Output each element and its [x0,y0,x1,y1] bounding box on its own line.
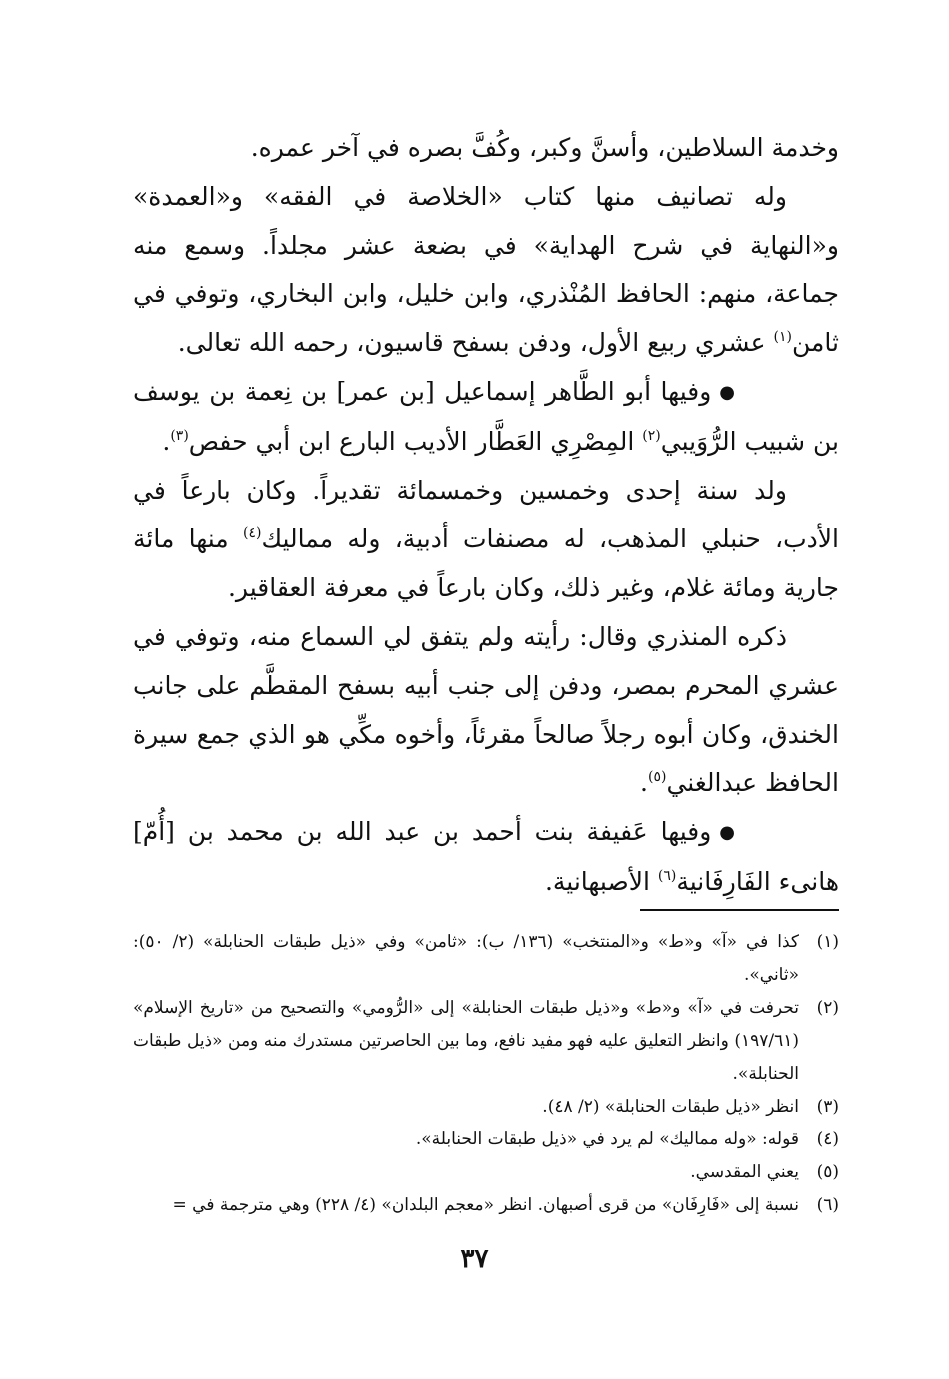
footnote-text: تحرفت في «آ» و«ط» و«ذيل طبقات الحنابلة» إلى «الرُّومي» والتصحيح من «تاريخ الإسلام» (١٩٧/٦١) وانظر التعليق عليه فهو مفيد نافع، وما بين الحاصرتين مستدرك منه ومن «ذيل طبقات الحنابلة». [133,997,799,1084]
paragraph-birth: ولد سنة إحدى وخمسين وخمسمائة تقديراً. وكان بارعاً في الأدب، حنبلي المذهب، له مصنفات أدبية، وله مماليك$^{(٤)}$ منها مائة جارية ومائة غلام، وغير ذلك، وكان بارعاً في معرفة العقاقير. [133,475,839,603]
footnote-text: كذا في «آ» و«ط» و«المنتخب» (١٣٦/ ب): «ثامن» وفي «ذيل طبقات الحنابلة» (٢/ ٥٠): «ثاني». [133,932,799,985]
footnote-text: يعني المقدسي. [690,1162,799,1183]
paragraph-continuation: وخدمة السلاطين، وأسنَّ وكبر، وكُفَّ بصره في آخر عمره. [250,133,839,162]
footnote-text: انظر «ذيل طبقات الحنابلة» (٢/ ٤٨). [542,1096,799,1117]
footnote-number: (١) [816,932,839,952]
footnote-ref-6[interactable]: (٦) [657,867,677,884]
footnote-number: (٦) [816,1195,839,1216]
entry-abu-al-tahir: ●وفيها أبو الطَّاهر إسماعيل [بن عمر] بن نِعمة بن يوسف بن شبيب الرُّوَيبي$^{(٢)}$ المِصْرِي العَطَّار الأديب البارع ابن أبي حفص$^{(٣)}$. [133,368,839,467]
bullet-icon: ● [719,381,735,403]
paragraph-writings: وله تصانيف منها كتاب «الخلاصة في الفقه» و«العمدة» و«النهاية في شرح الهداية» في بضعة عشر مجلداً. وسمع منه جماعة، منهم: الحافظ المُنْذري، وابن خليل، وابن البخاري، وتوفي في ثامن$^{(١)}$ عشري ربيع الأول، ودفن بسفح قاسيون، رحمه الله تعالى. [133,181,839,358]
footnote-number: (٢) [816,997,839,1018]
footnote-ref-5[interactable]: (٥) [647,769,667,786]
footnote-number: (٥) [816,1162,839,1183]
footnote-5 [133,1156,839,1189]
footnote-number: (٣) [816,1096,839,1117]
footnotes [133,926,839,1222]
footnote-2 [133,992,839,1091]
footnote-ref-1[interactable]: (١) [773,329,792,346]
footnote-1 [133,926,839,992]
footnote-ref-4[interactable]: (٤) [242,525,262,542]
footnote-text: قوله: «وله مماليك» لم يرد في «ذيل طبقات الحنابلة». [415,1129,799,1150]
footnote-number: (٤) [816,1129,839,1150]
footnote-6 [133,1189,839,1222]
footnote-ref-3[interactable]: (٣) [170,427,189,444]
footnote-separator [640,909,839,911]
paragraph-mundhiri: ذكره المنذري وقال: رأيته ولم يتفق لي السماع منه، وتوفي في عشري المحرم بمصر، ودفن إلى جنب أبيه بسفح المقطَّم على جانب الخندق، وكان أبوه رجلاً صالحاً مقرئاً، وأخوه مكِّي هو الذي جمع سيرة الحافظ عبدالغني$^{(٥)}$. [133,621,839,798]
footnote-text: نسبة إلى «فَارِفَان» من قرى أصبهان. انظر «معجم البلدان» (٤/ ٢٢٨) وهي مترجمة في = [172,1195,799,1216]
footnote-3 [133,1091,839,1124]
page-number: ٣٧ [460,1244,489,1274]
footnote-4 [133,1123,839,1156]
main-text [133,124,839,907]
bullet-icon: ● [719,822,735,844]
footnote-ref-2[interactable]: (٢) [642,427,661,444]
entry-afifa: ●وفيها عَفيفة بنت أحمد بن عبد الله بن محمد بن [أُمّ] هانىء الفَارِفَانية$^{(٦)}$ الأصبهانية. [133,808,839,907]
